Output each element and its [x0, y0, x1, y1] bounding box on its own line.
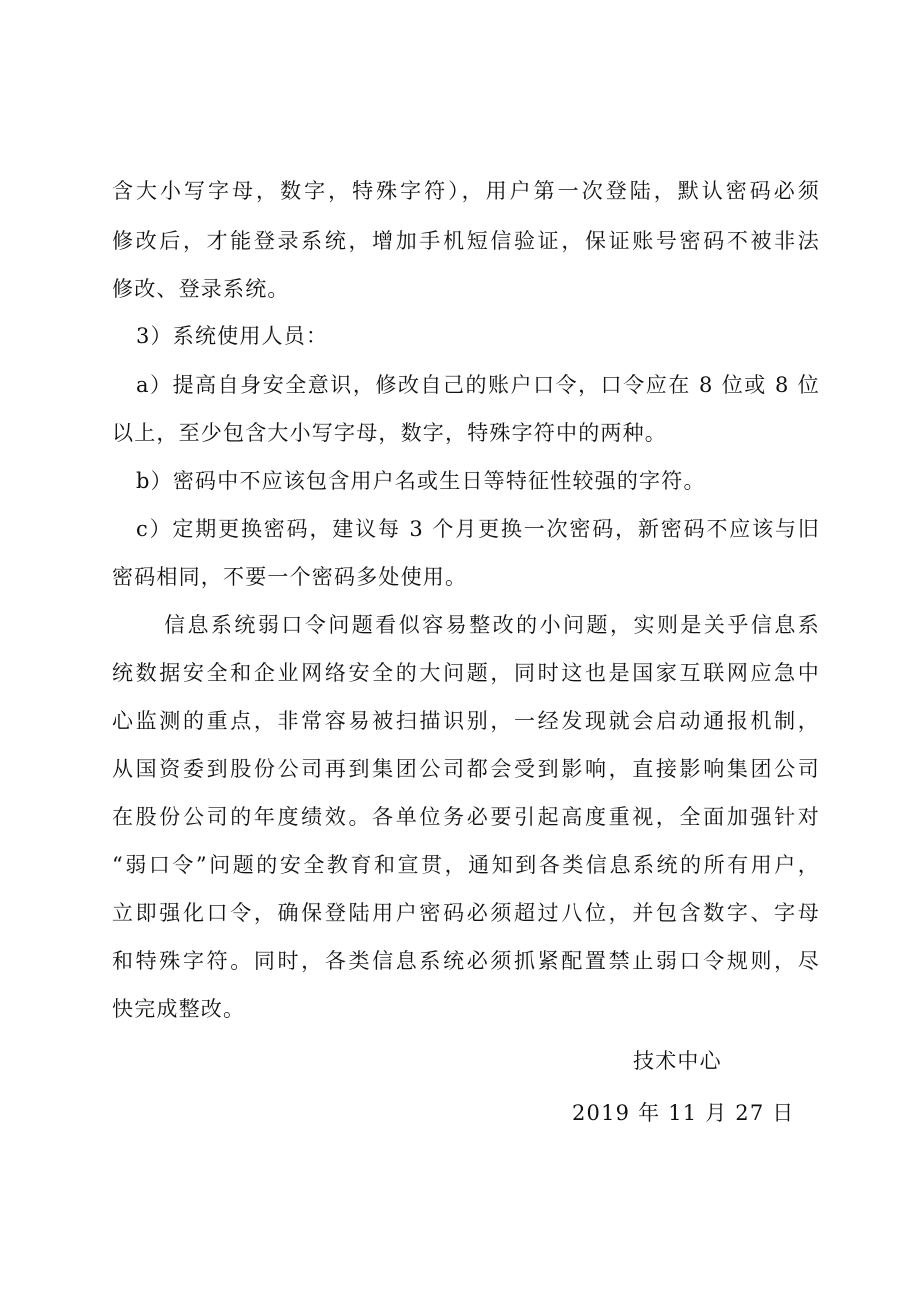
paragraph-line: 含大小写字母，数字，特殊字符），用户第一次登陆，默认密码必须: [112, 179, 820, 203]
section-heading: 3）系统使用人员：: [136, 324, 329, 348]
paragraph-line: 心监测的重点，非常容易被扫描识别，一经发现就会启动通报机制，: [112, 709, 820, 733]
list-item-a-line: 以上，至少包含大小写字母，数字，特殊字符中的两种。: [112, 421, 667, 445]
paragraph-line: 修改后，才能登录系统，增加手机短信验证，保证账号密码不被非法: [112, 229, 820, 253]
paragraph-line: 立即强化口令，确保登陆用户密码必须超过八位，并包含数字、字母: [112, 901, 820, 925]
list-item-a-line: a）提高自身安全意识，修改自己的账户口令，口令应在 8 位或 8 位: [136, 373, 820, 397]
list-item-c-line: c）定期更换密码，建议每 3 个月更换一次密码，新密码不应该与旧: [136, 517, 820, 541]
paragraph-line: 信息系统弱口令问题看似容易整改的小问题，实则是关乎信息系: [164, 613, 820, 637]
paragraph-line: “弱口令”问题的安全教育和宣贯，通知到各类信息系统的所有用户，: [112, 853, 820, 877]
paragraph-line: 和特殊字符。同时，各类信息系统必须抓紧配置禁止弱口令规则，尽: [112, 949, 820, 973]
list-item-c-line: 密码相同，不要一个密码多处使用。: [112, 565, 468, 589]
list-item-b: b）密码中不应该包含用户名或生日等特征性较强的字符。: [136, 469, 706, 493]
signature-date: 2019 年 11 月 27 日: [572, 1101, 795, 1125]
signature-department: 技术中心: [633, 1049, 722, 1073]
paragraph-line: 在股份公司的年度绩效。各单位务必要引起高度重视，全面加强针对: [112, 805, 820, 829]
paragraph-line: 统数据安全和企业网络安全的大问题，同时这也是国家互联网应急中: [112, 661, 820, 685]
paragraph-line: 从国资委到股份公司再到集团公司都会受到影响，直接影响集团公司: [112, 757, 820, 781]
paragraph-line: 修改、登录系统。: [112, 277, 290, 301]
paragraph-line: 快完成整改。: [112, 997, 246, 1021]
